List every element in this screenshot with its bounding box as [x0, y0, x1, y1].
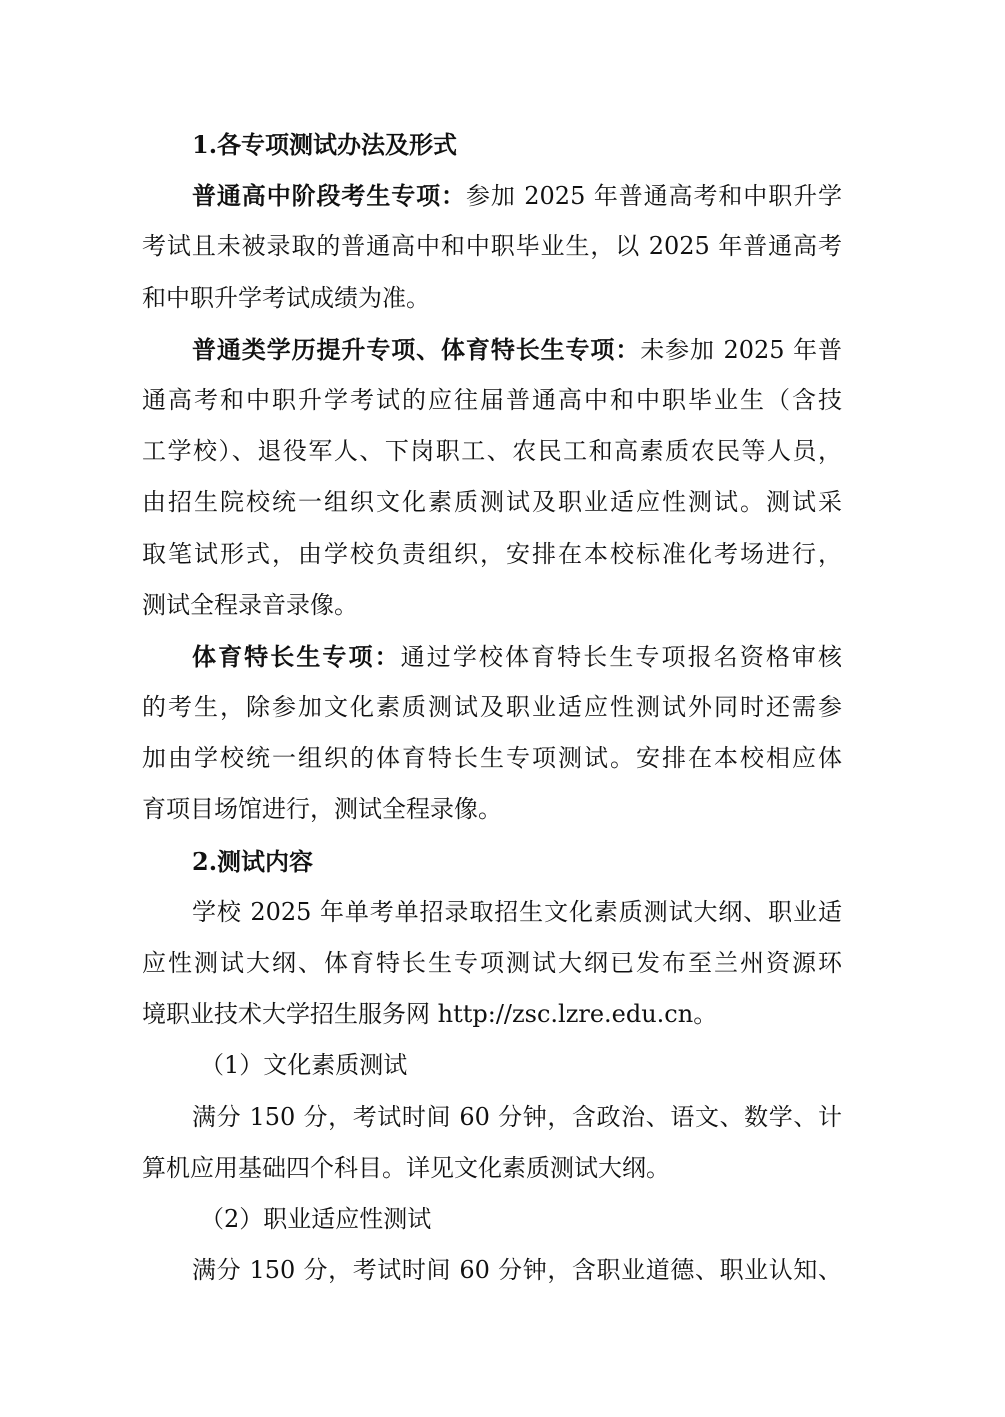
- text-line: [142, 1040, 842, 1091]
- text-line: [142, 170, 842, 221]
- line-text: 通高考和中职升学考试的应往届普通高中和中职毕业生（含技: [142, 385, 842, 414]
- bold-lead-in: 体育特长生专项：: [192, 641, 401, 671]
- line-text: 境职业技术大学招生服务网 http://zsc.lzre.edu.cn。: [142, 1000, 718, 1029]
- text-line: [142, 529, 842, 580]
- line-text: 满分 150 分，考试时间 60 分钟，含政治、语文、数学、计: [192, 1102, 842, 1131]
- text-line: [142, 938, 842, 989]
- text-line: [142, 375, 842, 426]
- line-text: 考试且未被录取的普通高中和中职毕业生，以 2025 年普通高考: [142, 232, 842, 261]
- text-line: [142, 1194, 842, 1245]
- text-line: [142, 1092, 842, 1143]
- line-text: 和中职升学考试成绩为准。: [142, 283, 430, 312]
- line-text: （2）职业适应性测试: [200, 1204, 432, 1233]
- text-line: [142, 273, 842, 324]
- line-text: 测试全程录音录像。: [142, 590, 358, 619]
- text-line: [142, 733, 842, 784]
- bold-lead-in: 普通类学历提升专项、体育特长生专项：: [192, 334, 641, 364]
- text-line: [142, 784, 842, 835]
- text-line: [142, 221, 842, 272]
- line-text: 的考生，除参加文化素质测试及职业适应性测试外同时还需参: [142, 693, 842, 722]
- text-line: [142, 887, 842, 938]
- text-line: [142, 1143, 842, 1194]
- section-heading: [142, 119, 842, 170]
- line-text: 由招生院校统一组织文化素质测试及职业适应性测试。测试采: [142, 488, 842, 517]
- bold-lead-in: 普通高中阶段考生专项：: [192, 181, 466, 211]
- line-text: 应性测试大纲、体育特长生专项测试大纲已发布至兰州资源环: [142, 949, 842, 977]
- text-line: [142, 477, 842, 528]
- text-line: [142, 682, 842, 733]
- line-text: 加由学校统一组织的体育特长生专项测试。安排在本校相应体: [142, 744, 842, 773]
- text-line: [142, 580, 842, 631]
- text-line: [142, 631, 842, 682]
- line-text: 参加 2025 年普通高考和中职升学: [465, 182, 843, 211]
- text-line: [142, 1245, 842, 1296]
- line-text: 工学校）、退役军人、下岗职工、农民工和高素质农民等人员，: [142, 437, 842, 466]
- line-text: 未参加 2025 年普: [640, 335, 842, 364]
- document-body: [142, 119, 842, 1296]
- line-text: 算机应用基础四个科目。详见文化素质测试大纲。: [142, 1153, 670, 1182]
- line-text: 育项目场馆进行，测试全程录像。: [142, 795, 502, 824]
- text-line: [142, 426, 842, 477]
- line-text: 取笔试形式，由学校负责组织，安排在本校标准化考场进行，: [142, 539, 842, 568]
- line-text: 通过学校体育特长生专项报名资格审核: [400, 642, 843, 671]
- line-text: 满分 150 分，考试时间 60 分钟，含职业道德、职业认知、: [192, 1256, 842, 1285]
- heading-text: 2.测试内容: [192, 846, 314, 876]
- section-heading: [142, 836, 842, 887]
- line-text: （1）文化素质测试: [200, 1051, 408, 1080]
- text-line: [142, 989, 842, 1040]
- heading-text: 1.各专项测试办法及形式: [192, 130, 458, 159]
- text-line: [142, 324, 842, 375]
- line-text: 学校 2025 年单考单招录取招生文化素质测试大纲、职业适: [192, 897, 842, 926]
